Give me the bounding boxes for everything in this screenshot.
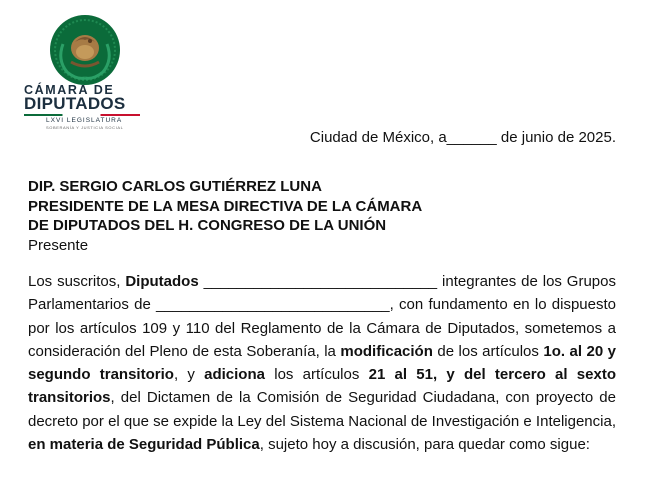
flag-stripe xyxy=(24,114,140,116)
logo-motto-text: SOBERANÍA Y JUSTICIA SOCIAL xyxy=(46,125,124,130)
body-text-7: , sujeto hoy a discusión, para quedar como sigue: xyxy=(259,436,590,454)
recipient-block xyxy=(28,177,422,255)
recipient-title-2: DE DIPUTADOS DEL H. CONGRESO DE LA UNIÓN xyxy=(28,217,387,234)
body-bold-articulos-1: 1o. al 20 y segundo transitorio xyxy=(28,342,616,384)
logo-camara-text: CÁMARA DE xyxy=(24,83,115,97)
logo-diputados-text: DIPUTADOS xyxy=(24,94,126,113)
recipient-presente: Presente xyxy=(28,236,89,254)
body-bold-materia: en materia de Seguridad Pública xyxy=(28,436,260,454)
body-text-1: Los suscritos, xyxy=(28,273,126,290)
recipient-name: DIP. SERGIO CARLOS GUTIÉRREZ LUNA xyxy=(28,178,322,195)
body-text-5: los artículos xyxy=(264,366,369,384)
logo-text xyxy=(24,84,148,130)
body-bold-articulos-2: 21 al 51, y del tercero al sexto transitorios xyxy=(28,366,616,407)
body-text-3: de los artículos xyxy=(432,342,544,360)
coat-of-arms-seal-icon xyxy=(49,14,121,86)
body-text-2: ____________________________ integrantes de los Grupos Parlamentarios de ____________________________, con fundamento en lo dispuesto por los artículos 109 y 110 del Reglamento de la Cámara de Diputados, sometemos a consideración del Pleno de esta Soberanía, la xyxy=(28,273,616,360)
body-bold-modificacion: modificación xyxy=(340,342,433,360)
body-text-4: , y xyxy=(173,366,205,384)
logo-legislatura-text: LXVI LEGISLATURA xyxy=(46,117,123,124)
body-paragraph xyxy=(28,270,616,456)
date-line: Ciudad de México, a______ de junio de 2025. xyxy=(309,129,616,146)
recipient-title-1: PRESIDENTE DE LA MESA DIRECTIVA DE LA CÁMARA xyxy=(28,197,423,215)
body-bold-diputados: Diputados xyxy=(125,273,199,290)
body-text-6: , del Dictamen de la Comisión de Seguridad Ciudadana, con proyecto de decreto por el que se expide la Ley del Sistema Nacional de Investigación e Inteligencia, xyxy=(28,389,616,430)
body-bold-adiciona: adiciona xyxy=(204,366,265,384)
